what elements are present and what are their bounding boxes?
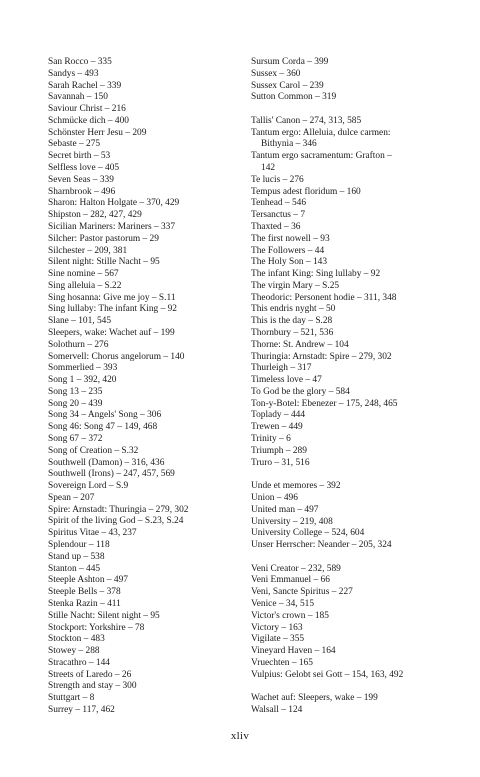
index-entry: Song 13 – 235 — [48, 386, 103, 397]
index-entry: To God be the glory – 584 — [251, 386, 350, 397]
index-entry: This is the day – S.28 — [251, 316, 333, 327]
index-entry: Sicilian Mariners: Mariners – 337 — [48, 221, 176, 232]
index-entry: Tantum ergo: Alleluia, dulce carmen: — [251, 127, 391, 138]
index-entry: Song 20 – 439 — [48, 398, 103, 409]
index-entry-continuation: Bithynia – 346 — [261, 139, 317, 150]
index-entry: The infant King: Sing lullaby – 92 — [251, 269, 381, 280]
index-entry: Vigilate – 355 — [251, 634, 305, 645]
index-entry: Steeple Bells – 378 — [48, 587, 121, 598]
index-entry: Sommerlied – 393 — [48, 363, 118, 374]
index-entry: Thaxted – 36 — [251, 221, 301, 232]
index-entry: Stockport: Yorkshire – 78 — [48, 622, 145, 633]
index-entry: Tersanctus – 7 — [251, 210, 306, 221]
index-entry: Spirit of the living God – S.23, S.24 — [48, 516, 184, 527]
index-entry: Union – 496 — [251, 492, 298, 503]
index-entry: Stuttgart – 8 — [48, 693, 95, 704]
index-entry: The virgin Mary – S.25 — [251, 280, 340, 291]
index-entry: Ton-y-Botel: Ebenezer – 175, 248, 465 — [251, 398, 398, 409]
index-entry: Secret birth – 53 — [48, 151, 111, 162]
letter-group — [251, 693, 451, 717]
index-entry: Sutton Common – 319 — [251, 92, 337, 103]
index-entry: Surrey – 117, 462 — [48, 704, 115, 715]
index-entry: Stand up – 538 — [48, 551, 105, 562]
index-entry: Tantum ergo sacramentum: Grafton – — [251, 151, 392, 162]
index-entry: Southwell (Damon) – 316, 436 — [48, 457, 165, 468]
letter-group — [251, 116, 451, 469]
index-entry: Stille Nacht: Silent night – 95 — [48, 610, 160, 621]
index-entry: Walsall – 124 — [251, 705, 303, 716]
index-entry: Sebaste – 275 — [48, 139, 101, 150]
index-column-left — [48, 57, 238, 717]
index-entry: Te lucis – 276 — [251, 174, 304, 185]
index-entry: Toplady – 444 — [251, 410, 306, 421]
index-entry: Steeple Ashton – 497 — [48, 575, 128, 586]
index-entry: Thurleigh – 317 — [251, 363, 312, 374]
index-entry: Somervell: Chorus angelorum – 140 — [48, 351, 185, 362]
index-entry: Tenhead – 546 — [251, 198, 307, 209]
index-entry: Seven Seas – 339 — [48, 174, 114, 185]
index-entry: Truro – 31, 516 — [251, 457, 310, 468]
index-entry: Selfless love – 405 — [48, 163, 120, 174]
index-entry: Thornbury – 521, 536 — [251, 327, 334, 338]
index-entry: San Rocco – 335 — [48, 57, 112, 67]
index-entry: Solothurn – 276 — [48, 339, 109, 350]
index-entry: Veni Creator – 232, 589 — [251, 563, 341, 574]
index-entry-continuation: 142 — [261, 163, 276, 174]
index-entry: Slane – 101, 545 — [48, 316, 112, 327]
index-entry: Sharon: Halton Holgate – 370, 429 — [48, 198, 180, 209]
letter-group — [251, 57, 451, 104]
index-entry: Stockton – 483 — [48, 634, 105, 645]
index-entry: Schönster Herr Jesu – 209 — [48, 127, 147, 138]
index-entry: Sing alleluia – S.22 — [48, 280, 122, 291]
index-entry: Stowey – 288 — [48, 646, 100, 657]
index-entry: Trewen – 449 — [251, 422, 303, 433]
letter-group — [251, 564, 451, 682]
index-entry: United man – 497 — [251, 504, 319, 515]
letter-group — [251, 481, 451, 552]
index-entry: Streets of Laredo – 26 — [48, 669, 132, 680]
page-number: xliv — [230, 730, 250, 742]
index-entry: Song 34 – Angels' Song – 306 — [48, 410, 162, 421]
index-entry: Strength and stay – 300 — [48, 681, 137, 692]
index-entry: Stenka Razin – 411 — [48, 598, 121, 609]
index-entry: Stanton – 445 — [48, 563, 101, 574]
index-entry: Venice – 34, 515 — [251, 598, 315, 609]
index-entry: Veni, Sancte Spiritus – 227 — [251, 587, 353, 598]
index-entry: Sharnbrook – 496 — [48, 186, 116, 197]
index-entry: Song 67 – 372 — [48, 434, 103, 444]
index-entry: Song 46: Song 47 – 149, 468 — [48, 422, 158, 433]
index-entry: Savannah – 150 — [48, 92, 108, 103]
index-entry: Unser Herrscher: Neander – 205, 324 — [251, 540, 392, 551]
index-entry: Victory – 163 — [251, 622, 303, 633]
index-entry: Unde et memores – 392 — [251, 481, 341, 492]
index-entry: Sing hosanna: Give me joy – S.11 — [48, 292, 176, 303]
index-entry: Tallis' Canon – 274, 313, 585 — [251, 115, 362, 126]
index-entry: Sleepers, wake: Wachet auf – 199 — [48, 327, 175, 338]
index-entry: Sussex – 360 — [251, 68, 301, 79]
index-entry: Vruechten – 165 — [251, 657, 313, 668]
index-entry: Sarah Rachel – 339 — [48, 80, 122, 91]
index-entry: Theodoric: Personent hodie – 311, 348 — [251, 292, 397, 303]
index-entry: Silent night: Stille Nacht – 95 — [48, 257, 160, 268]
index-entry: Saviour Christ – 216 — [48, 104, 126, 115]
index-entry: Triumph – 289 — [251, 445, 307, 456]
index-column-right — [251, 57, 451, 717]
index-entry: Song of Creation – S.32 — [48, 445, 139, 456]
index-entry: Victor's crown – 185 — [251, 610, 329, 621]
letter-group-gap — [251, 681, 451, 693]
index-entry: Veni Emmanuel – 66 — [251, 575, 330, 586]
index-entry: Sovereign Lord – S.9 — [48, 481, 129, 492]
index-entry: The first nowell – 93 — [251, 233, 330, 244]
index-entry: Tempus adest floridum – 160 — [251, 186, 361, 197]
index-entry: Sursum Corda – 399 — [251, 57, 329, 67]
index-entry: Song 1 – 392, 420 — [48, 375, 117, 386]
letter-group-gap — [251, 104, 451, 116]
index-entry: Splendour – 118 — [48, 540, 110, 551]
index-entry: Trinity – 6 — [251, 434, 291, 445]
index-entry: Wachet auf: Sleepers, wake – 199 — [251, 693, 378, 704]
index-entry: The Holy Son – 143 — [251, 257, 328, 268]
letter-group-gap — [251, 552, 451, 564]
index-entry: Spire: Arnstadt: Thuringia – 279, 302 — [48, 504, 189, 515]
index-entry: Sine nomine – 567 — [48, 269, 119, 280]
index-entry: Sing lullaby: The infant King – 92 — [48, 304, 177, 315]
index-entry: University – 219, 408 — [251, 516, 333, 527]
letter-group-gap — [251, 469, 451, 481]
index-entry: This endris nyght – 50 — [251, 304, 336, 315]
index-entry: Thuringia: Arnstadt: Spire – 279, 302 — [251, 351, 392, 362]
index-entry: The Followers – 44 — [251, 245, 325, 256]
index-entry: University College – 524, 604 — [251, 528, 365, 539]
index-entry: Silchester – 209, 381 — [48, 245, 128, 256]
index-entry: Southwell (Irons) – 247, 457, 569 — [48, 469, 175, 480]
index-entry: Stracathro – 144 — [48, 657, 110, 668]
index-entry: Schmücke dich – 400 — [48, 115, 129, 126]
index-entry: Silcher: Pastor pastorum – 29 — [48, 233, 159, 244]
index-entry: Vulpius: Gelobt sei Gott – 154, 163, 492 — [251, 669, 404, 680]
index-entry: Spean – 207 — [48, 492, 95, 503]
index-entry: Spiritus Vitae – 43, 237 — [48, 528, 137, 539]
index-entry: Timeless love – 47 — [251, 375, 322, 386]
index-entry: Sandys – 493 — [48, 68, 99, 79]
index-entry: Thorne: St. Andrew – 104 — [251, 339, 349, 350]
index-entry: Vineyard Haven – 164 — [251, 646, 336, 657]
index-entry: Sussex Carol – 239 — [251, 80, 324, 91]
index-entry: Shipston – 282, 427, 429 — [48, 210, 142, 221]
